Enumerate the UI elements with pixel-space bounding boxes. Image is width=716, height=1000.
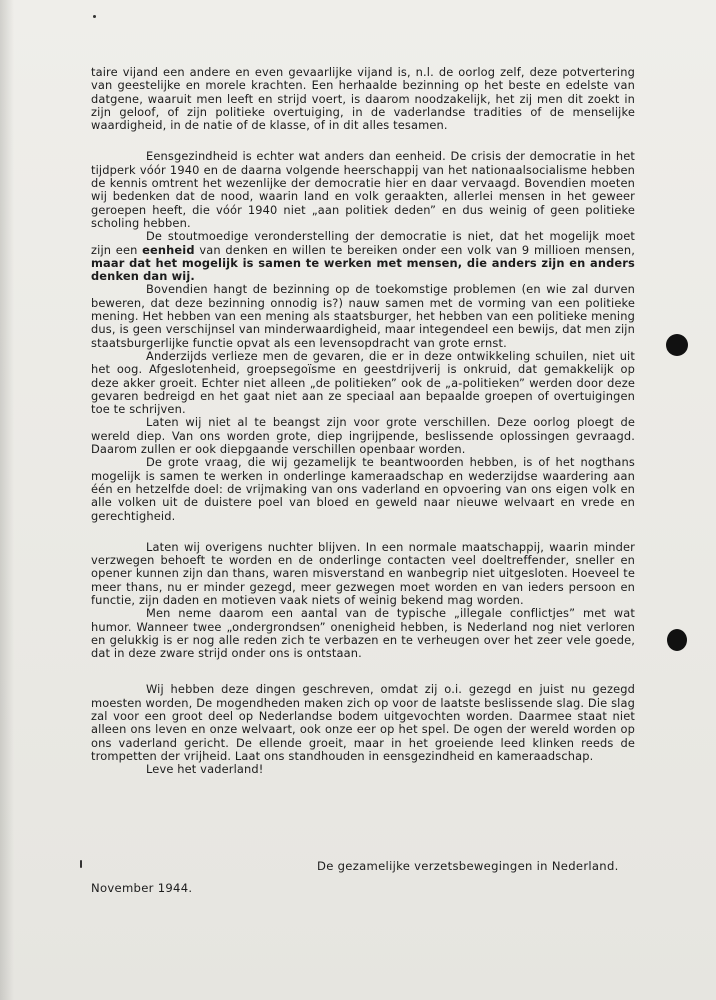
emphasis-samen-werken: maar dat het mogelijk is samen te werken met mensen, die anders zijn en anders denken dan wij. <box>91 255 635 284</box>
paragraph-democratie-part-a: De stoutmoedige veronderstelling der democratie is niet, dat het mogelijk moet zijn een <box>91 229 635 257</box>
paragraph-democratie <box>91 230 635 283</box>
paragraph-continued: taire vijand een andere en even gevaarlijke vijand is, n.l. de oorlog zelf, deze potvertering van geestelijke en morele krachten. Een herhaalde bezinning op het beste en edelste van datgene, waaruit men leeft en strijd voert, is daarom noodzakelijk, het zij men dit zoekt in zijn geloof, of zijn politieke overtuiging, in de vaderlandse tradities of de menselijke waardigheid, in de natie of de klasse, of in dit alles tesamen. <box>91 65 635 133</box>
punch-hole <box>666 334 688 356</box>
date: November 1944. <box>91 881 193 895</box>
signature: De gezamelijke verzetsbewegingen in Nederland. <box>317 859 619 873</box>
paragraph-democratie-part-b: van denken en willen te bereiken onder een volk van 9 millioen mensen, <box>199 242 635 257</box>
ink-mark <box>80 860 82 868</box>
paragraph-verschillen: Laten wij niet al te beangst zijn voor grote verschillen. Deze oorlog ploegt de wereld diep. Van ons worden grote, diep ingrijpende, beslissende oplossingen gevraagd. Daarom zullen er ook diepgaande verschillen openbaar worden. <box>91 415 635 457</box>
emphasis-eenheid: eenheid <box>142 242 195 257</box>
closing-line: Leve het vaderland! <box>146 762 264 777</box>
letter-body <box>91 66 635 777</box>
paragraph-bezinning: Bovendien hangt de bezinning op de toekomstige problemen (en wie zal durven beweren, dat deze bezinning onnodig is?) nauw samen met de vorming van een politieke mening. Het hebben van een mening als staatsburger, het hebben van een politieke mening dus, is geen verschijnsel van minderwaardigheid, maar integendeel een bewijs, dat men zijn staatsburgerlijke functie opvat als een levensopdracht van grote ernst. <box>91 282 635 350</box>
page-edge-shadow <box>0 0 14 1000</box>
paragraph-geschreven: Wij hebben deze dingen geschreven, omdat zij o.i. gezegd en juist nu gezegd moesten worden, De mogendheden maken zich op voor de laatste beslissende slag. Die slag zal voor een groot deel op Nederlandse bodem uitgevochten worden. Daarmee staat niet alleen ons leven en onze welvaart, ook onze eer op het spel. De ogen der wereld worden op ons vaderland gericht. De ellende groeit, maar in het groeiende leed klinken reeds de trompetten der vrijheid. Laat ons standhouden in eensgezindheid en kameraadschap. <box>91 682 635 763</box>
punch-hole <box>667 629 687 651</box>
paragraph-gevaren: Anderzijds verlieze men de gevaren, die er in deze ontwikkeling schuilen, niet uit het oog. Afgeslotenheid, groepsegoïsme en geestdrijverij is onkruid, dat gemakkelijk op deze akker groeit. Echter niet alleen „de politieken” ook de „a-politieken” werden door deze gevaren bedreigd en het gaat niet aan ze speciaal aan bepaalde groepen of overtuigingen toe te schrijven. <box>91 348 635 417</box>
paragraph-nuchter: Laten wij overigens nuchter blijven. In een normale maatschappij, waarin minder verzwegen behoeft te worden en de onderlinge contacten veel doeltreffender, sneller en opener kunnen zijn dan thans, waren misverstand en wanbegrip niet uitgesloten. Hoeveel te meer thans, nu er minder gezegd, meer gezwegen moet worden en van ieders persoon en functie, zijn daden en motieven vaak niets of weinig bekend mag worden. <box>91 539 635 607</box>
paragraph-humor: Men neme daarom een aantal van de typische „illegale conflictjes” met wat humor. Wanneer twee „ondergrondsen” onenigheid hebben, is Nederland nog niet verloren en gelukkig is er nog alle reden zich te verbazen en te verheugen over het zeer vele goede, dat in deze zware strijd onder ons is ontstaan. <box>91 606 635 661</box>
paragraph-eensgezindheid: Eensgezindheid is echter wat anders dan eenheid. De crisis der democratie in het tijdperk vóór 1940 en de daarna volgende heerschappij van het nationaalsocialisme hebben de kennis omtrent het wezenlijke der democratie hier en daar vervaagd. Bovendien moeten wij bedenken dat de nood, waarin land en volk geraakten, allerlei mensen in het geweer geroepen heeft, die vóór 1940 niet „aan politiek deden” en dus weinig of geen politieke scholing hebben. <box>91 149 635 230</box>
paragraph-grote-vraag: De grote vraag, die wij gezamelijk te beantwoorden hebben, is of het nogthans mogelijk is samen te werken in onderlinge kameraadschap en wederzijdse waardering aan één en hetzelfde doel: de vrijmaking van ons vaderland en opvoering van ons eigen volk en alle volken uit de duistere poel van bloed en geweld naar nieuwe welvaart en vrede en gerechtigheid. <box>91 455 635 523</box>
ink-speck <box>93 15 96 18</box>
